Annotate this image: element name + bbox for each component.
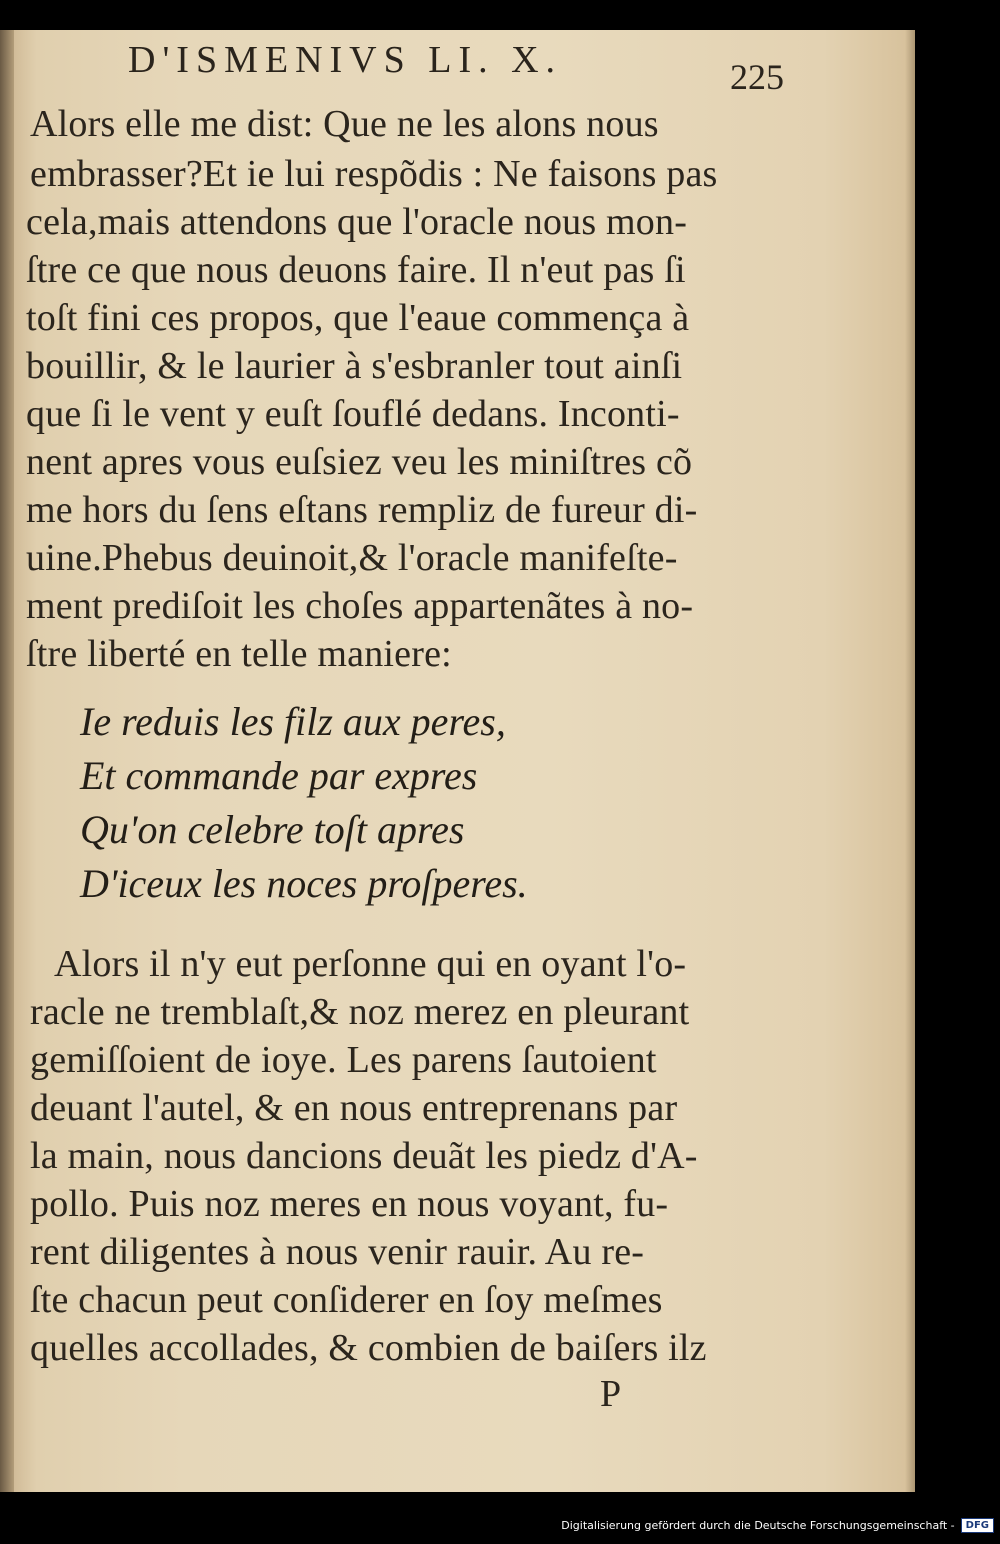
book-page (0, 30, 915, 1492)
text-line: quelles accollades, & combien de baiſers ilz (30, 1327, 707, 1369)
verse-line: Et commande par expres (80, 753, 478, 798)
text-line: la main, nous dancions deuãt les piedz d'A- (30, 1135, 698, 1177)
text-line: toſt fini ces propos, que l'eaue commença à (26, 297, 690, 339)
text-line: que ſi le vent y euſt ſouflé dedans. Inconti- (26, 393, 680, 435)
text-line: ſtre ce que nous deuons faire. Il n'eut pas ſi (26, 249, 686, 291)
running-title: D'ISMENIVS LI. X. (128, 39, 563, 81)
credit-text: Digitalisierung gefördert durch die Deutsche Forschungsgemeinschaft - (561, 1518, 955, 1532)
text-line: cela,mais attendons que l'oracle nous mon- (26, 201, 688, 243)
text-line: bouillir, & le laurier à s'esbranler tout ainſi (26, 345, 683, 387)
text-line: Alors elle me dist: Que ne les alons nous (30, 103, 659, 145)
text-line: ſte chacun peut conſiderer en ſoy meſmes (30, 1279, 663, 1321)
text-line: pollo. Puis noz meres en nous voyant, fu- (30, 1183, 669, 1225)
text-line: uine.Phebus deuinoit,& l'oracle manifeſte- (26, 537, 678, 579)
verse-line: Ie reduis les filz aux peres, (80, 699, 506, 744)
text-line: ſtre liberté en telle maniere: (26, 633, 452, 675)
text-line: Alors il n'y eut perſonne qui en oyant l'o- (54, 943, 687, 985)
dfg-logo: DFG (961, 1518, 994, 1533)
verse-line: D'iceux les noces proſperes. (80, 861, 528, 906)
text-line: nent apres vous euſsiez veu les miniſtres cõ (26, 441, 693, 483)
signature-mark: P (600, 1373, 622, 1415)
text-line: me hors du ſens eſtans rempliz de fureur di- (26, 489, 698, 531)
verse-line: Qu'on celebre toſt apres (80, 807, 465, 852)
digitization-credit (561, 1510, 994, 1540)
text-line: rent diligentes à nous venir rauir. Au re- (30, 1231, 645, 1273)
text-line: ment prediſoit les choſes appartenãtes à no- (26, 585, 694, 627)
text-line: embrasser?Et ie lui respõdis : Ne faisons pas (30, 153, 718, 195)
text-line: gemiſſoient de ioye. Les parens ſautoient (30, 1039, 657, 1081)
text-line: deuant l'autel, & en nous entreprenans par (30, 1087, 678, 1129)
page-number: 225 (730, 57, 784, 97)
text-line: racle ne tremblaſt,& noz merez en pleurant (30, 991, 690, 1033)
